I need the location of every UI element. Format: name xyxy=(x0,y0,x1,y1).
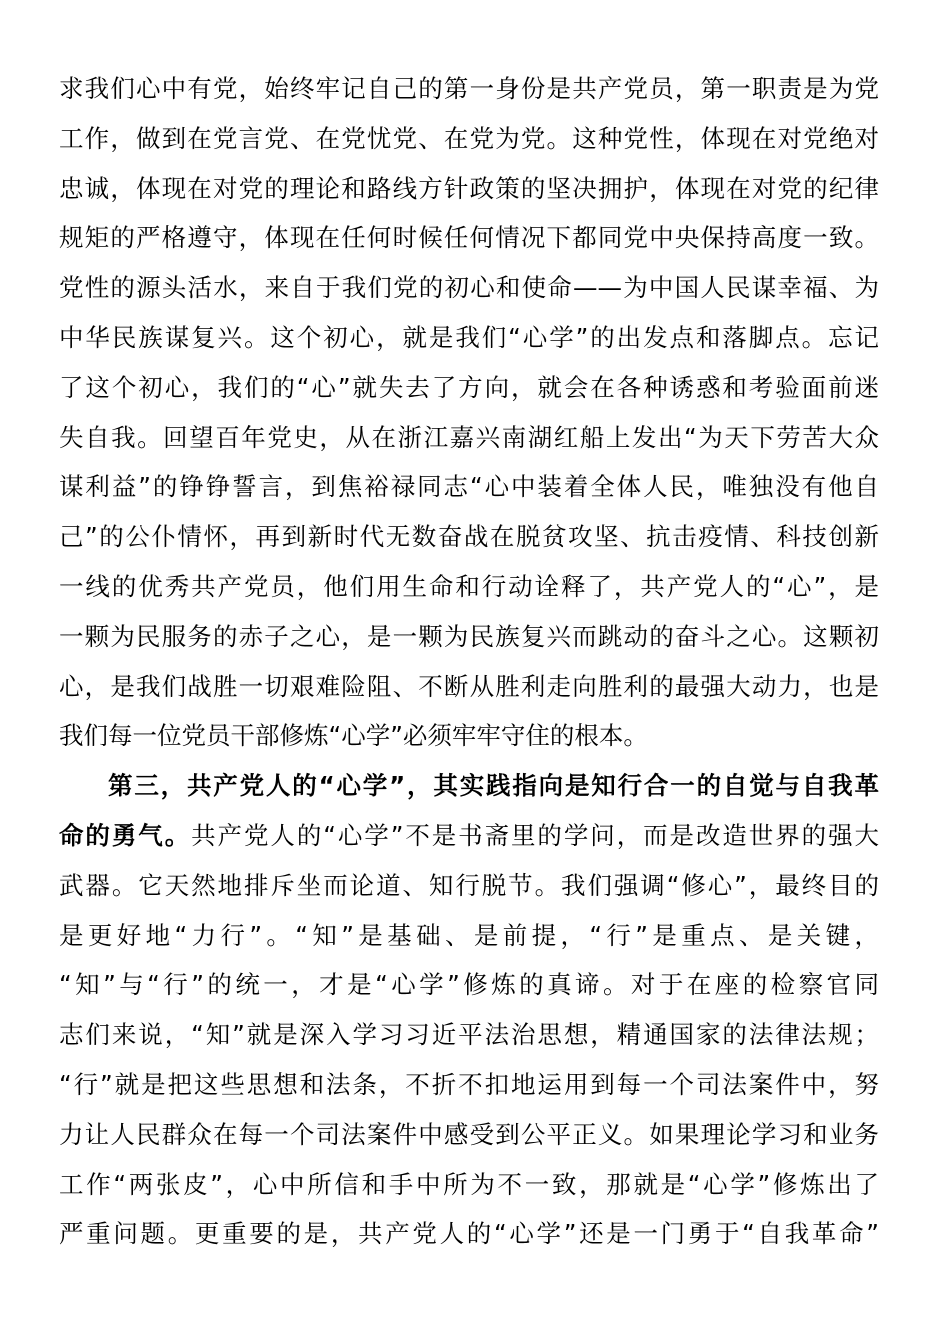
text-line: 失自我。回望百年党史，从在浙江嘉兴南湖红船上发出“为天下劳苦大众 xyxy=(59,422,879,452)
text-line: 我们每一位党员干部修炼“心学”必须牢牢守住的根本。 xyxy=(59,721,648,751)
text-segment: 共产党人的“心学”不是书斋里的学问，而是改造世界的强大 xyxy=(191,820,879,850)
text-line: 中华民族谋复兴。这个初心，就是我们“心学”的出发点和落脚点。忘记 xyxy=(59,322,879,352)
text-line: 求我们心中有党，始终牢记自己的第一身份是共产党员，第一职责是为党 xyxy=(59,74,879,103)
section-heading: 第三，共产党人的“心学”，其实践指向是知行合一的自觉与自我革 xyxy=(108,771,879,801)
section-heading-end: 命的勇气。 xyxy=(59,820,192,850)
text-line: 工作“两张皮”，心中所信和手中所为不一致，那就是“心学”修炼出了 xyxy=(59,1169,879,1199)
text-line: 心，是我们战胜一切艰难险阻、不断从胜利走向胜利的最强大动力，也是 xyxy=(59,671,879,701)
text-line: 是更好地“力行”。“知”是基础、是前提，“行”是重点、是关键， xyxy=(59,920,879,950)
text-line: 一线的优秀共产党员，他们用生命和行动诠释了，共产党人的“心”，是 xyxy=(59,571,879,601)
text-line: 一颗为民服务的赤子之心，是一颗为民族复兴而跳动的奋斗之心。这颗初 xyxy=(59,621,879,651)
text-line: 党性的源头活水，来自于我们党的初心和使命——为中国人民谋幸福、为 xyxy=(59,273,879,303)
text-line: 志们来说，“知”就是深入学习习近平法治思想，精通国家的法律法规； xyxy=(59,1020,879,1050)
text-line: 工作，做到在党言党、在党忧党、在党为党。这种党性，体现在对党绝对 xyxy=(59,123,879,153)
text-line xyxy=(59,811,879,861)
text-line: 严重问题。更重要的是，共产党人的“心学”还是一门勇于“自我革命” xyxy=(59,1219,879,1249)
text-line: 力让人民群众在每一个司法案件中感受到公平正义。如果理论学习和业务 xyxy=(59,1119,879,1149)
text-line: 规矩的严格遵守，体现在任何时候任何情况下都同党中央保持高度一致。 xyxy=(59,223,879,253)
body-text xyxy=(59,64,879,1259)
text-line: 谋利益”的铮铮誓言，到焦裕禄同志“心中装着全体人民，唯独没有他自 xyxy=(59,472,879,502)
text-line: “知”与“行”的统一，才是“心学”修炼的真谛。对于在座的检察官同 xyxy=(59,970,879,1000)
text-line: 了这个初心，我们的“心”就失去了方向，就会在各种诱惑和考验面前迷 xyxy=(59,372,879,402)
text-line: 武器。它天然地排斥坐而论道、知行脱节。我们强调“修心”，最终目的 xyxy=(59,870,879,900)
text-line: 忠诚，体现在对党的理论和路线方针政策的坚决拥护，体现在对党的纪律 xyxy=(59,173,879,203)
text-line: “行”就是把这些思想和法条，不折不扣地运用到每一个司法案件中，努 xyxy=(59,1069,879,1099)
text-line: 己”的公仆情怀，再到新时代无数奋战在脱贫攻坚、抗击疫情、科技创新 xyxy=(59,522,879,552)
